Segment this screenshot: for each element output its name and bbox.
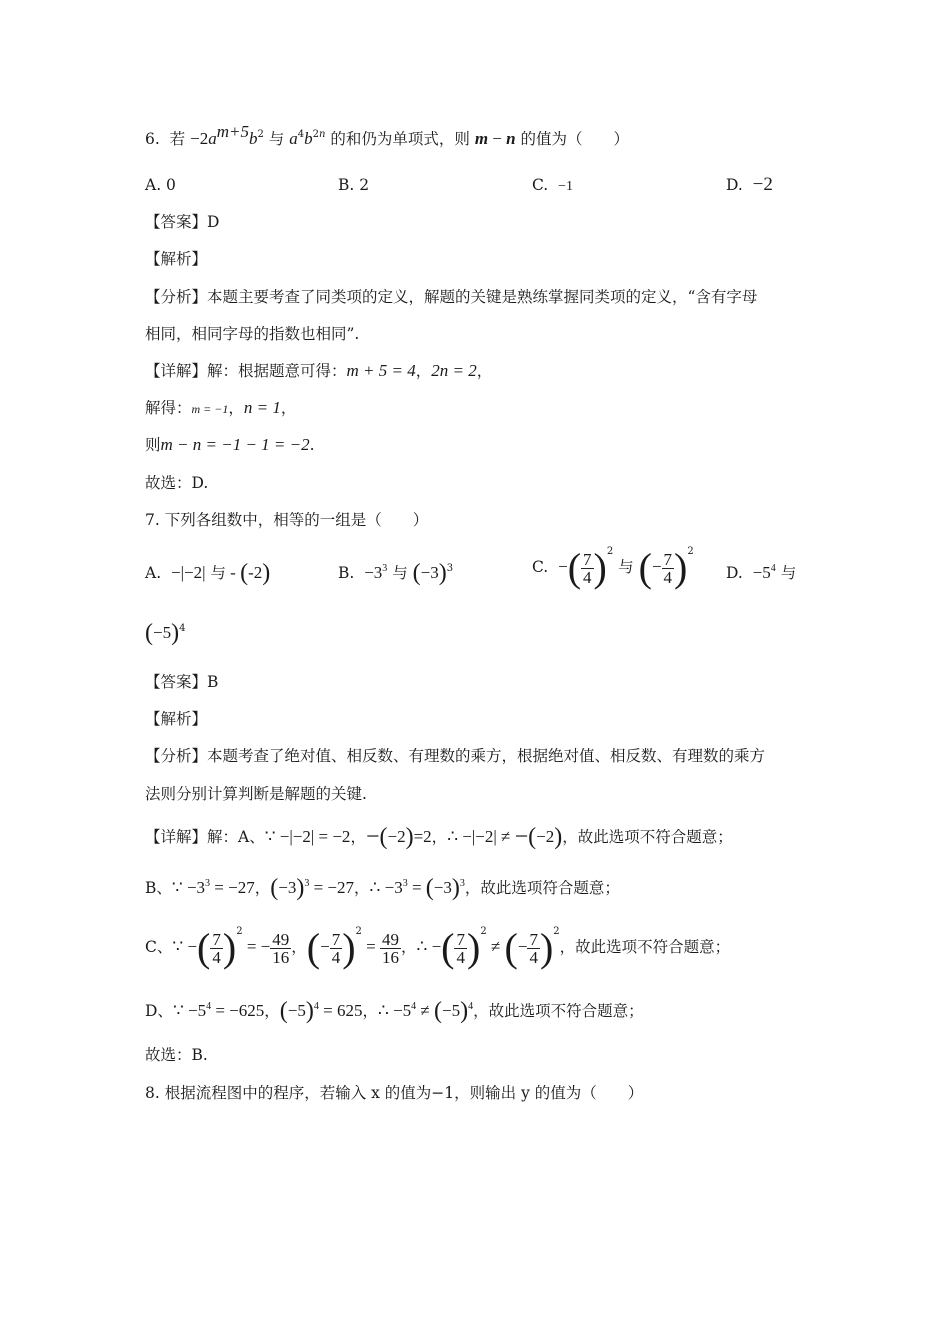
q6-stem: 6. 若 $-2a^{m+5}b^2$ 与 $a^4b^{2n}$ 的和仍为单项式，则 m − n 的值为（ ） bbox=[145, 122, 630, 148]
q6-analysis-line1: 【分析】本题主要考查了同类项的定义，解题的关键是熟练掌握同类项的定义，“含有字母 bbox=[145, 288, 758, 306]
q6-option-d: D. −2 bbox=[726, 174, 773, 195]
q7-analysis-line2: 法则分别计算判断是解题的关键. bbox=[145, 785, 367, 803]
q7-detail-b: B、∵ $-3^3 = -27$，$(-3)^3 = -27$，∴ $-3^3 = (-3)^3$，故此选项符合题意； bbox=[145, 875, 620, 901]
q7-option-d: D. $-5^4$ 与 bbox=[726, 563, 797, 582]
q7-analysis-line1: 【分析】本题考查了绝对值、相反数、有理数的乘方，根据绝对值、相反数、有理数的乘方 bbox=[145, 747, 766, 765]
q7-detail-c: C、∵ −( $\frac{7}{4}$ )$^2$ = − $\frac{49}{16}$ ，(− $\frac{7}{4}$ )$^2$ = $\frac{49}{16}$ ，∴ −( $\frac{7}{4}$ )$^2$ ≠ (− $\frac{7}{4}$ )$^2$，故此选项不符合题意； bbox=[145, 925, 731, 970]
q8-stem: 8. 根据流程图中的程序，若输入 x 的值为−1，则输出 y 的值为（ ） bbox=[145, 1084, 644, 1102]
q7-option-c: C. −( $\frac{7}{4}$ )$^2$ 与 (− $\frac{7}{4}$ )$^2$ bbox=[532, 545, 694, 590]
q6-conclusion: 故选：D. bbox=[145, 474, 209, 492]
q6-answer: 【答案】D bbox=[145, 213, 220, 231]
q7-stem: 7. 下列各组数中，相等的一组是（ ） bbox=[145, 511, 429, 529]
q7-answer: 【答案】B bbox=[145, 673, 219, 691]
q6-detail-line2: 解得：m = −1，n = 1， bbox=[145, 398, 297, 417]
q7-option-b: B. $-3^3$ 与 $(-3)^3$ bbox=[338, 560, 454, 586]
q7-conclusion: 故选：B. bbox=[145, 1046, 208, 1064]
q7-option-d-continued: $(-5)^4$ bbox=[145, 620, 186, 646]
q7-detail-a: 【详解】解：A、∵ −|−2| = −2，−(−2)=2，∴ −|−2| ≠ −(−2)，故此选项不符合题意； bbox=[145, 824, 733, 850]
q6-option-a: A. 0 bbox=[145, 176, 176, 194]
q6-option-c: C. −1 bbox=[532, 176, 573, 194]
q6-detail-line1: 【详解】解：根据题意可得：m + 5 = 4，2n = 2， bbox=[145, 361, 493, 380]
q6-option-b: B. 2 bbox=[338, 176, 370, 194]
q6-analysis-line2: 相同，相同字母的指数也相同”. bbox=[145, 325, 360, 343]
q6-detail-line3: 则m − n = −1 − 1 = −2. bbox=[145, 435, 315, 454]
q7-option-a: A. −|−2| 与 - (-2) bbox=[145, 560, 271, 586]
q7-analysis-heading: 【解析】 bbox=[145, 710, 208, 728]
q7-detail-d: D、∵ $-5^4 = -625$，$(-5)^4 = 625$，∴ $-5^4 \ne (-5)^4$，故此选项不符合题意； bbox=[145, 998, 644, 1024]
q6-analysis-heading: 【解析】 bbox=[145, 250, 208, 268]
